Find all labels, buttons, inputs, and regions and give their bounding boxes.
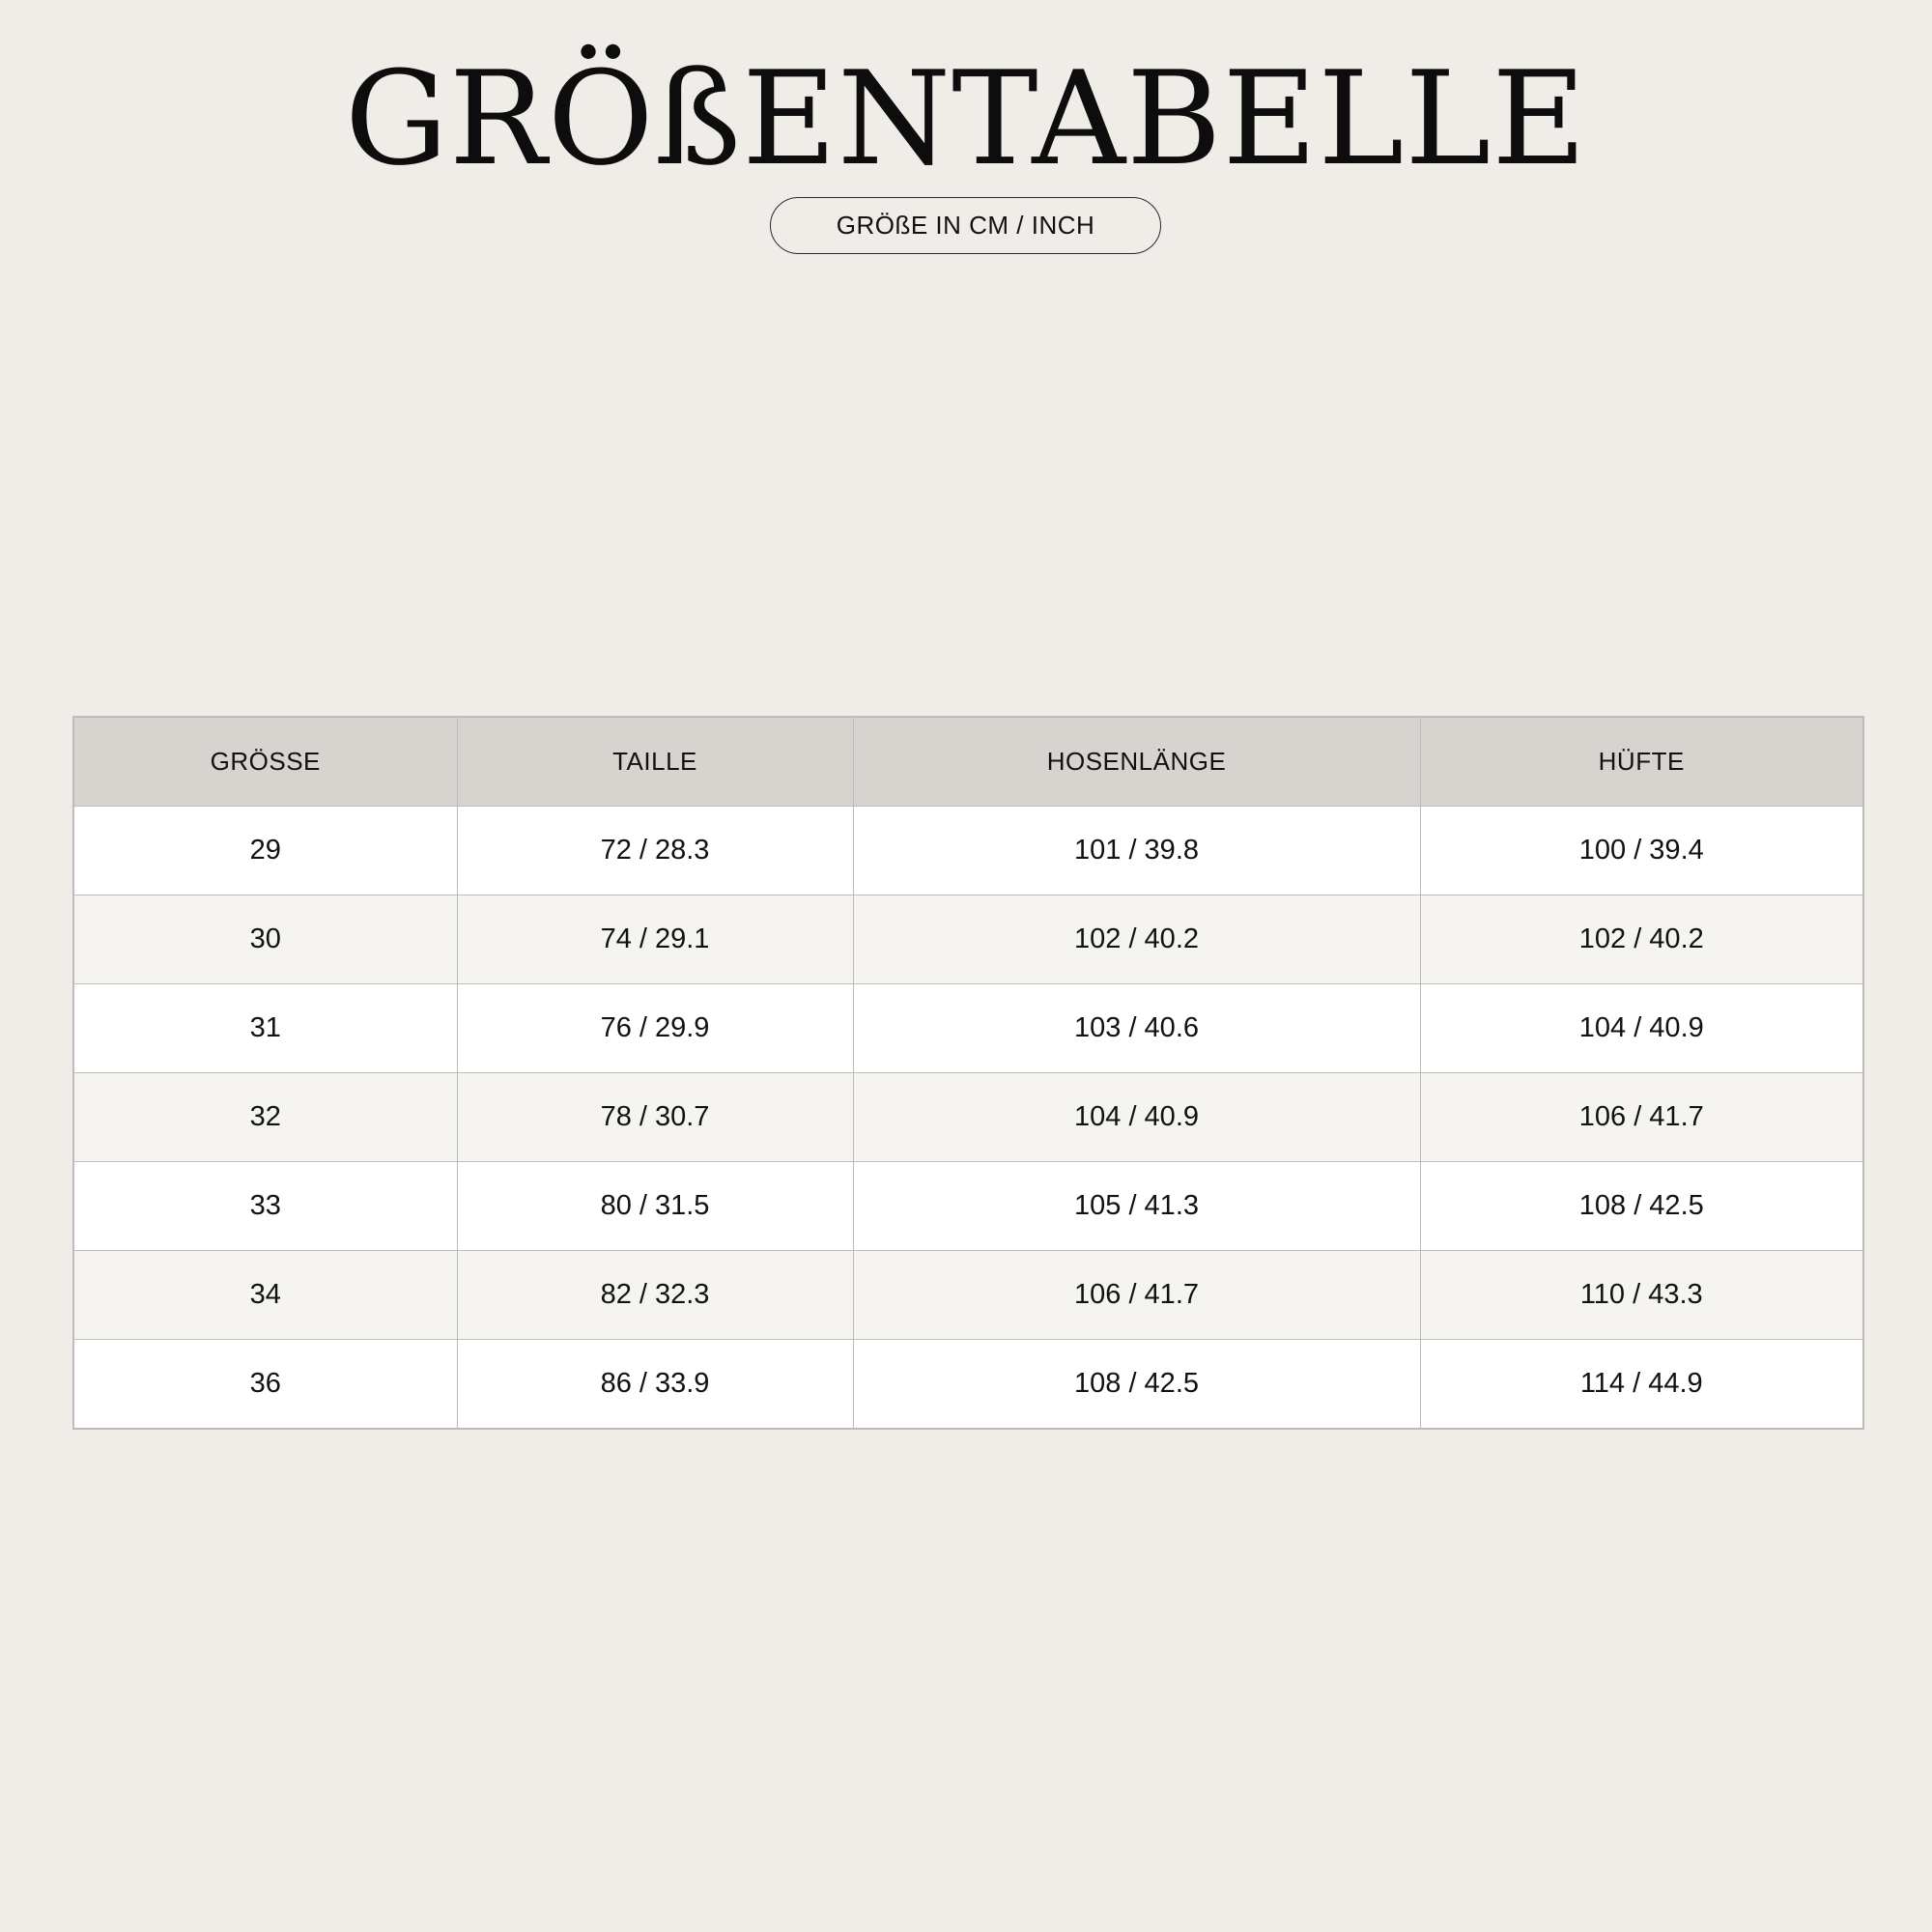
table-row [73,1340,1863,1430]
column-header-hip: HÜFTE [1420,717,1863,807]
table-row [73,1073,1863,1162]
cell-size: 34 [73,1251,457,1340]
cell-hip: 100 / 39.4 [1420,807,1863,895]
cell-waist: 74 / 29.1 [457,895,853,984]
table-row [73,984,1863,1073]
cell-length: 103 / 40.6 [853,984,1420,1073]
cell-length: 102 / 40.2 [853,895,1420,984]
cell-hip: 102 / 40.2 [1420,895,1863,984]
cell-length: 108 / 42.5 [853,1340,1420,1430]
column-header-length: HOSENLÄNGE [853,717,1420,807]
cell-length: 101 / 39.8 [853,807,1420,895]
cell-length: 106 / 41.7 [853,1251,1420,1340]
cell-length: 104 / 40.9 [853,1073,1420,1162]
page-title: GRÖßENTABELLE [344,43,1588,194]
table-row [73,1162,1863,1251]
table-header-row [73,717,1863,807]
cell-hip: 104 / 40.9 [1420,984,1863,1073]
cell-size: 33 [73,1162,457,1251]
cell-hip: 108 / 42.5 [1420,1162,1863,1251]
size-table [72,716,1864,1430]
table-row [73,895,1863,984]
cell-waist: 82 / 32.3 [457,1251,853,1340]
table-row [73,1251,1863,1340]
table-row [73,807,1863,895]
cell-waist: 86 / 33.9 [457,1340,853,1430]
cell-length: 105 / 41.3 [853,1162,1420,1251]
cell-hip: 110 / 43.3 [1420,1251,1863,1340]
cell-size: 29 [73,807,457,895]
cell-size: 32 [73,1073,457,1162]
column-header-size: GRÖSSE [73,717,457,807]
cell-size: 30 [73,895,457,984]
cell-size: 31 [73,984,457,1073]
column-header-waist: TAILLE [457,717,853,807]
cell-waist: 80 / 31.5 [457,1162,853,1251]
unit-badge: GRÖßE IN CM / INCH [770,197,1161,254]
cell-waist: 76 / 29.9 [457,984,853,1073]
cell-size: 36 [73,1340,457,1430]
cell-waist: 72 / 28.3 [457,807,853,895]
cell-waist: 78 / 30.7 [457,1073,853,1162]
cell-hip: 114 / 44.9 [1420,1340,1863,1430]
cell-hip: 106 / 41.7 [1420,1073,1863,1162]
